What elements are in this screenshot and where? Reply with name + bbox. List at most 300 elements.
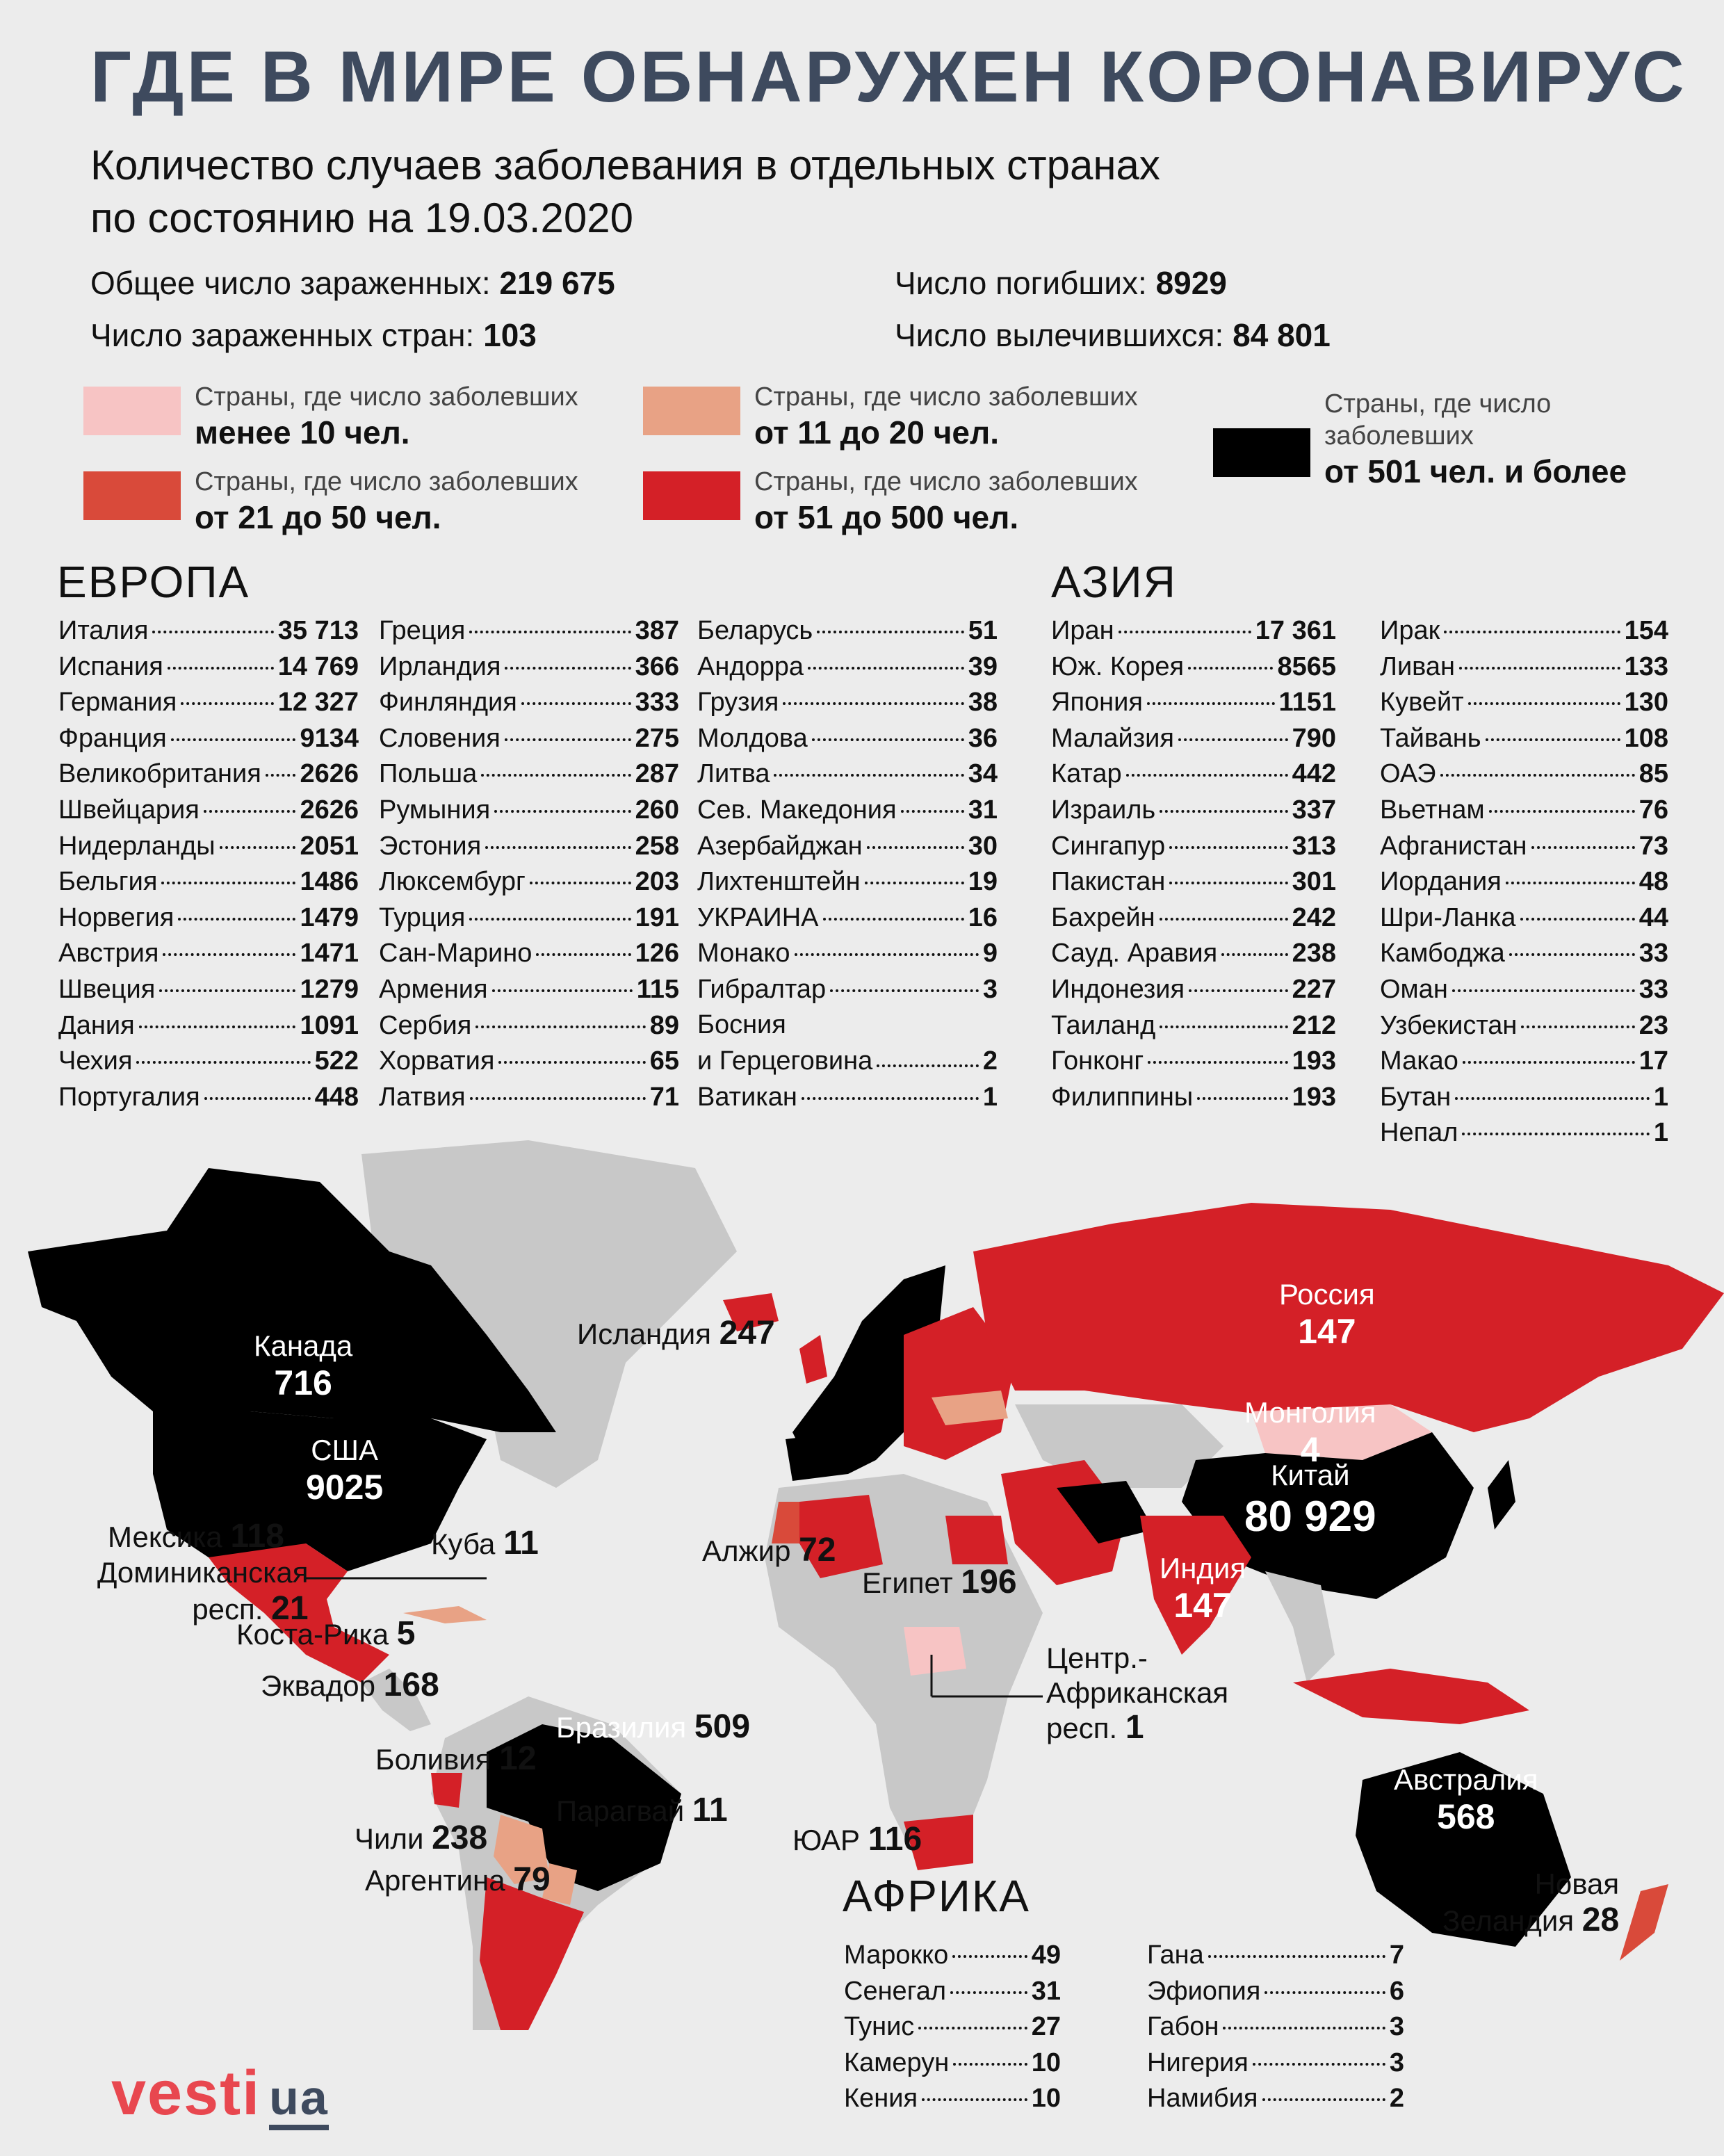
case-count: 12 327: [277, 688, 359, 718]
list-item: [1051, 1080, 1336, 1116]
egypt-shape: [945, 1516, 1008, 1564]
leader-dots: [1221, 953, 1287, 956]
list-item: [58, 900, 359, 937]
country-name: Нидерланды: [58, 831, 216, 861]
list-item: [379, 756, 679, 793]
country-name: Испания: [58, 651, 163, 681]
case-count: 238: [1292, 939, 1336, 968]
list-item: [697, 793, 998, 829]
country-name: Хорватия: [379, 1046, 495, 1076]
country-name: Вьетнам: [1380, 795, 1485, 825]
leader-dots: [1489, 810, 1635, 813]
country-name: Сингапур: [1051, 831, 1166, 861]
country-name: Ирландия: [379, 651, 501, 681]
list-item: [697, 756, 998, 793]
country-name: Австрия: [58, 939, 159, 968]
country-name: Кения: [844, 2084, 918, 2114]
country-name: Литва: [697, 759, 770, 789]
country-name: Эфиопия: [1147, 1976, 1261, 2006]
country-name: Молдова: [697, 723, 808, 753]
country-name: Польша: [379, 759, 478, 789]
europe-column-2: [379, 613, 679, 1115]
country-name: Эстония: [379, 831, 482, 861]
leader-dots: [901, 810, 964, 813]
page-title: ГДЕ В МИРЕ ОБНАРУЖЕН КОРОНАВИРУС: [90, 37, 1687, 117]
leader-dots: [865, 882, 964, 884]
country-name: Бахрейн: [1051, 902, 1155, 932]
list-item: [58, 685, 359, 721]
case-count: 115: [636, 974, 679, 1004]
list-item: [697, 613, 998, 649]
leader-dots: [1119, 631, 1251, 633]
country-name: Индонезия: [1051, 974, 1185, 1004]
list-item: [1380, 972, 1668, 1008]
list-item: [58, 793, 359, 829]
case-count: 38: [968, 688, 998, 718]
japan-shape: [1488, 1460, 1515, 1530]
country-name: Португалия: [58, 1082, 200, 1112]
list-item: [697, 829, 998, 865]
case-count: 242: [1292, 902, 1336, 932]
country-name: Япония: [1051, 688, 1143, 718]
vesti-logo: vesti ua: [111, 2058, 329, 2130]
case-count: 1: [982, 1082, 998, 1112]
case-count: 33: [1638, 939, 1668, 968]
case-count: 9: [982, 939, 998, 968]
case-count: 1151: [1278, 688, 1336, 718]
country-name: Сербия: [379, 1010, 472, 1040]
label-australia: Австралия 568: [1394, 1763, 1538, 1836]
country-name: Кувейт: [1380, 688, 1464, 718]
leader-dots: [808, 667, 964, 670]
uk-shape: [799, 1335, 827, 1384]
central-africa-shape: [904, 1627, 966, 1676]
leader-dots: [1169, 846, 1287, 849]
case-count: 9134: [300, 723, 359, 753]
label-car: Центр.- Африканская респ. 1: [1046, 1642, 1229, 1746]
leader-dots: [823, 918, 964, 921]
case-count: 7: [1389, 1940, 1404, 1970]
country-name: Макао: [1380, 1046, 1458, 1076]
leader-dots: [783, 702, 963, 705]
label-algeria: Алжир 72: [702, 1532, 836, 1569]
label-india: Индия 147: [1160, 1552, 1246, 1625]
leader-dots: [1160, 810, 1287, 813]
country-name: Швейцария: [58, 795, 200, 825]
legend-range: от 11 до 20 чел.: [754, 414, 999, 451]
ecuador-shape: [431, 1773, 462, 1808]
country-name: Италия: [58, 616, 149, 645]
country-name: Румыния: [379, 795, 491, 825]
case-count: 3: [982, 974, 998, 1004]
country-name: Нигерия: [1147, 2048, 1249, 2077]
case-count: 133: [1624, 651, 1668, 681]
asia-column-1: [1051, 613, 1336, 1115]
list-item: [697, 685, 998, 721]
leader-dots: [1188, 667, 1273, 670]
list-item: [58, 972, 359, 1008]
country-name: Люксембург: [379, 867, 526, 897]
list-item: [379, 936, 679, 972]
case-count: 366: [635, 651, 679, 681]
case-count: 36: [968, 723, 998, 753]
list-item: [58, 1008, 359, 1044]
label-chile: Чили 238: [355, 1819, 488, 1856]
case-count: 260: [635, 795, 679, 825]
country-name: Юж. Корея: [1051, 651, 1185, 681]
country-name: Намибия: [1147, 2084, 1258, 2114]
list-item: [58, 721, 359, 757]
country-name: Таиланд: [1051, 1010, 1156, 1040]
leader-dots: [1147, 702, 1275, 705]
case-count: 30: [968, 831, 998, 861]
case-count: 23: [1638, 1010, 1668, 1040]
leader-dots: [469, 918, 631, 921]
stat-deaths: Число погибших: 8929: [895, 265, 1227, 301]
leader-dots: [159, 989, 295, 992]
list-item: [1380, 900, 1668, 937]
list-item: [1380, 1044, 1668, 1080]
country-name: Иордания: [1380, 867, 1502, 897]
label-south-africa: ЮАР 116: [792, 1821, 922, 1858]
country-name: Словения: [379, 723, 501, 753]
country-name: Босния и Герцеговина: [697, 1010, 873, 1076]
list-item: [1380, 829, 1668, 865]
case-count: 1486: [300, 867, 359, 897]
leader-dots: [161, 882, 295, 884]
leader-dots: [505, 667, 631, 670]
legend-caption: Страны, где число заболевших: [754, 382, 1138, 412]
label-cuba: Куба 11: [431, 1525, 539, 1562]
country-name: Латвия: [379, 1082, 466, 1112]
list-item: [1051, 864, 1336, 900]
case-count: 191: [635, 902, 679, 932]
legend-range: от 51 до 500 чел.: [754, 499, 1019, 535]
list-item: [379, 793, 679, 829]
case-count: 10: [1031, 2084, 1061, 2114]
list-item: [379, 972, 679, 1008]
leader-dots: [1148, 1061, 1287, 1064]
list-item: [379, 900, 679, 937]
list-item: [1147, 2081, 1404, 2117]
country-name: Израиль: [1051, 795, 1156, 825]
leader-dots: [1189, 989, 1287, 992]
country-name: Сев. Македония: [697, 795, 897, 825]
legend-range: от 21 до 50 чел.: [195, 499, 441, 535]
leader-dots: [1459, 667, 1620, 670]
case-count: 1: [1653, 1082, 1668, 1112]
legend-range: от 501 чел. и более: [1324, 453, 1627, 489]
leader-dots: [163, 953, 295, 956]
leader-dots: [204, 1097, 311, 1100]
list-item: [1051, 685, 1336, 721]
leader-dots: [1468, 702, 1620, 705]
list-item: [58, 756, 359, 793]
list-item: [58, 613, 359, 649]
case-count: 6: [1389, 1976, 1404, 2006]
label-brazil: Бразилия 509: [556, 1708, 751, 1745]
leader-dots: [1160, 1026, 1287, 1028]
case-count: 73: [1638, 831, 1668, 861]
list-item: [1380, 793, 1668, 829]
case-count: 522: [314, 1046, 359, 1076]
country-name: Пакистан: [1051, 867, 1166, 897]
label-new-zealand: Новая Зеландия 28: [1442, 1867, 1620, 1938]
country-name: Гонконг: [1051, 1046, 1144, 1076]
legend-swatch: [643, 471, 740, 520]
list-item: [1051, 721, 1336, 757]
legend-swatch: [1213, 428, 1310, 477]
label-china: Китай 80 929: [1244, 1459, 1376, 1541]
country-name: Сан-Марино: [379, 939, 532, 968]
leader-dots: [817, 631, 964, 633]
list-item: [697, 649, 998, 686]
label-paraguay: Парагвай 11: [556, 1792, 728, 1829]
legend-caption: Страны, где число заболевших: [195, 467, 578, 496]
country-name: Швеция: [58, 974, 156, 1004]
asia-column-2: [1380, 613, 1668, 1151]
country-name: Сенегал: [844, 1976, 947, 2006]
leader-dots: [204, 810, 296, 813]
case-count: 337: [1292, 795, 1336, 825]
case-count: 17: [1638, 1046, 1668, 1076]
label-ecuador: Эквадор 168: [261, 1667, 439, 1703]
case-count: 3: [1389, 2048, 1404, 2077]
label-egypt: Египет 196: [862, 1564, 1017, 1600]
label-mongolia: Монголия 4: [1244, 1396, 1376, 1469]
case-count: 448: [314, 1082, 359, 1112]
list-item: [1051, 793, 1336, 829]
legend-text: [754, 466, 1138, 537]
list-item: [379, 649, 679, 686]
label-dominican: Доминиканская респ. 21: [97, 1556, 309, 1627]
case-count: 442: [1292, 759, 1336, 789]
case-count: 10: [1031, 2048, 1061, 2077]
list-item: [1051, 900, 1336, 937]
list-item: [58, 1044, 359, 1080]
label-canada: Канада 716: [254, 1329, 353, 1402]
leader-dots: [1486, 738, 1620, 741]
case-count: 33: [1638, 974, 1668, 1004]
list-item: [58, 936, 359, 972]
label-usa: США 9025: [306, 1434, 384, 1507]
list-item: [1380, 721, 1668, 757]
stat-recovered: Число вылечившихся: 84 801: [895, 317, 1331, 353]
country-name: Камерун: [844, 2048, 950, 2077]
case-count: 2: [982, 1046, 998, 1076]
country-name: Беларусь: [697, 616, 813, 645]
leader-dots: [536, 953, 631, 956]
list-item: [1051, 613, 1336, 649]
country-name: Узбекистан: [1380, 1010, 1518, 1040]
country-name: Дания: [58, 1010, 135, 1040]
list-item: [1051, 756, 1336, 793]
leader-dots: [1455, 1097, 1650, 1100]
leader-dots: [494, 810, 631, 813]
country-name: Непал: [1380, 1118, 1458, 1148]
list-item: [697, 900, 998, 937]
case-count: 17 361: [1255, 616, 1336, 645]
case-count: 31: [968, 795, 998, 825]
legend-caption: Страны, где число заболевших: [754, 467, 1138, 496]
country-name: Афганистан: [1380, 831, 1527, 861]
leader-dots: [1531, 846, 1635, 849]
list-item: [1051, 1008, 1336, 1044]
case-count: 313: [1292, 831, 1336, 861]
legend-swatch: [83, 387, 181, 435]
case-count: 35 713: [277, 616, 359, 645]
list-item: [1380, 936, 1668, 972]
country-name: Ватикан: [697, 1082, 797, 1112]
leader-dots: [953, 2063, 1027, 2066]
case-count: 1479: [300, 902, 359, 932]
list-item: [697, 1080, 998, 1116]
list-item: [697, 972, 998, 1008]
leader-dots: [1440, 774, 1635, 777]
list-item: [379, 1008, 679, 1044]
list-item: [379, 1080, 679, 1116]
case-count: 108: [1624, 723, 1668, 753]
list-item: [379, 864, 679, 900]
case-count: 8565: [1277, 651, 1336, 681]
case-count: 14 769: [277, 651, 359, 681]
case-count: 1471: [300, 939, 359, 968]
leader-dots: [152, 631, 273, 633]
legend-text: [754, 381, 1138, 452]
country-name: Тунис: [844, 2012, 915, 2042]
case-count: 31: [1031, 1976, 1061, 2006]
country-name: Бельгия: [58, 867, 158, 897]
region-title-europe: ЕВРОПА: [57, 557, 250, 607]
case-count: 193: [1292, 1082, 1336, 1112]
country-name: Турция: [379, 902, 466, 932]
leader-dots: [469, 631, 631, 633]
legend-swatch: [83, 471, 181, 520]
leader-dots: [1444, 631, 1620, 633]
country-name: Германия: [58, 688, 177, 718]
leader-dots: [1509, 953, 1635, 956]
leader-dots: [481, 774, 631, 777]
legend-text: [195, 381, 578, 452]
case-count: 287: [635, 759, 679, 789]
stat-infected: Общее число зараженных: 219 675: [90, 265, 615, 301]
list-item: [1380, 1008, 1668, 1044]
country-name: Чехия: [58, 1046, 133, 1076]
case-count: 19: [968, 867, 998, 897]
leader-dots: [220, 846, 296, 849]
region-title-asia: АЗИЯ: [1051, 557, 1177, 607]
leader-dots: [136, 1061, 310, 1064]
leader-dots: [475, 1026, 645, 1028]
label-russia: Россия 147: [1279, 1278, 1375, 1351]
country-name: Армения: [379, 974, 488, 1004]
subtitle-line-2: по состоянию на 19.03.2020: [90, 195, 634, 241]
case-count: 790: [1292, 723, 1336, 753]
case-count: 27: [1031, 2012, 1061, 2042]
leader-dots: [521, 702, 631, 705]
legend-text: [1324, 388, 1644, 491]
spain-shape: [786, 1432, 848, 1481]
leader-dots: [171, 738, 296, 741]
case-count: 2626: [300, 795, 359, 825]
list-item: [1051, 972, 1336, 1008]
case-count: 39: [968, 651, 998, 681]
list-item: [379, 1044, 679, 1080]
case-count: 44: [1638, 902, 1668, 932]
list-item: [697, 721, 998, 757]
legend-range: менее 10 чел.: [195, 414, 410, 451]
case-count: 65: [649, 1046, 679, 1076]
country-name: Тайвань: [1380, 723, 1481, 753]
country-name: Франция: [58, 723, 167, 753]
country-name: Малайзия: [1051, 723, 1174, 753]
country-name: Лихтенштейн: [697, 867, 861, 897]
case-count: 89: [649, 1010, 679, 1040]
leader-dots: [795, 953, 979, 956]
list-item: [1051, 649, 1336, 686]
list-item: [58, 649, 359, 686]
country-name: Великобритания: [58, 759, 261, 789]
leader-dots: [492, 989, 633, 992]
leader-dots: [1126, 774, 1288, 777]
legend-caption: Страны, где число заболевших: [1324, 389, 1552, 451]
stat-countries: Число зараженных стран: 103: [90, 317, 537, 353]
country-name: Ирак: [1380, 616, 1440, 645]
list-item: [1051, 829, 1336, 865]
country-name: Греция: [379, 616, 466, 645]
case-count: 1279: [300, 974, 359, 1004]
leader-dots: [266, 774, 296, 777]
label-iceland: Исландия 247: [577, 1315, 775, 1352]
country-name: Финляндия: [379, 688, 517, 718]
case-count: 76: [1638, 795, 1668, 825]
leader-dots: [830, 989, 979, 992]
country-name: Габон: [1147, 2012, 1219, 2042]
country-name: Андорра: [697, 651, 804, 681]
leader-dots: [485, 846, 631, 849]
new-zealand-shape: [1620, 1884, 1668, 1961]
subtitle-line-1: Количество случаев заболевания в отдельных странах: [90, 142, 1160, 188]
list-item: [844, 2045, 1061, 2082]
case-count: 1091: [300, 1010, 359, 1040]
leader-dots: [1160, 918, 1288, 921]
leader-dots: [1197, 1097, 1287, 1100]
case-count: 34: [968, 759, 998, 789]
country-name: Катар: [1051, 759, 1122, 789]
label-costa-rica: Коста-Рика 5: [236, 1615, 416, 1652]
list-item: [1380, 756, 1668, 793]
country-name: Грузия: [697, 688, 779, 718]
indonesia-shape: [1293, 1669, 1529, 1724]
leader-dots: [802, 1097, 979, 1100]
case-count: 2: [1389, 2084, 1404, 2114]
leader-dots: [139, 1026, 296, 1028]
case-count: 387: [635, 616, 679, 645]
country-name: Оман: [1380, 974, 1448, 1004]
case-count: 51: [968, 616, 998, 645]
list-item: [1380, 685, 1668, 721]
case-count: 154: [1624, 616, 1668, 645]
leader-dots: [1520, 918, 1635, 921]
case-count: 85: [1638, 759, 1668, 789]
case-count: 48: [1638, 867, 1668, 897]
list-item: [697, 1008, 998, 1080]
case-count: 203: [635, 867, 679, 897]
country-name: Гибралтар: [697, 974, 827, 1004]
leader-dots: [181, 702, 273, 705]
list-item: [379, 721, 679, 757]
leader-dots: [1452, 989, 1635, 992]
